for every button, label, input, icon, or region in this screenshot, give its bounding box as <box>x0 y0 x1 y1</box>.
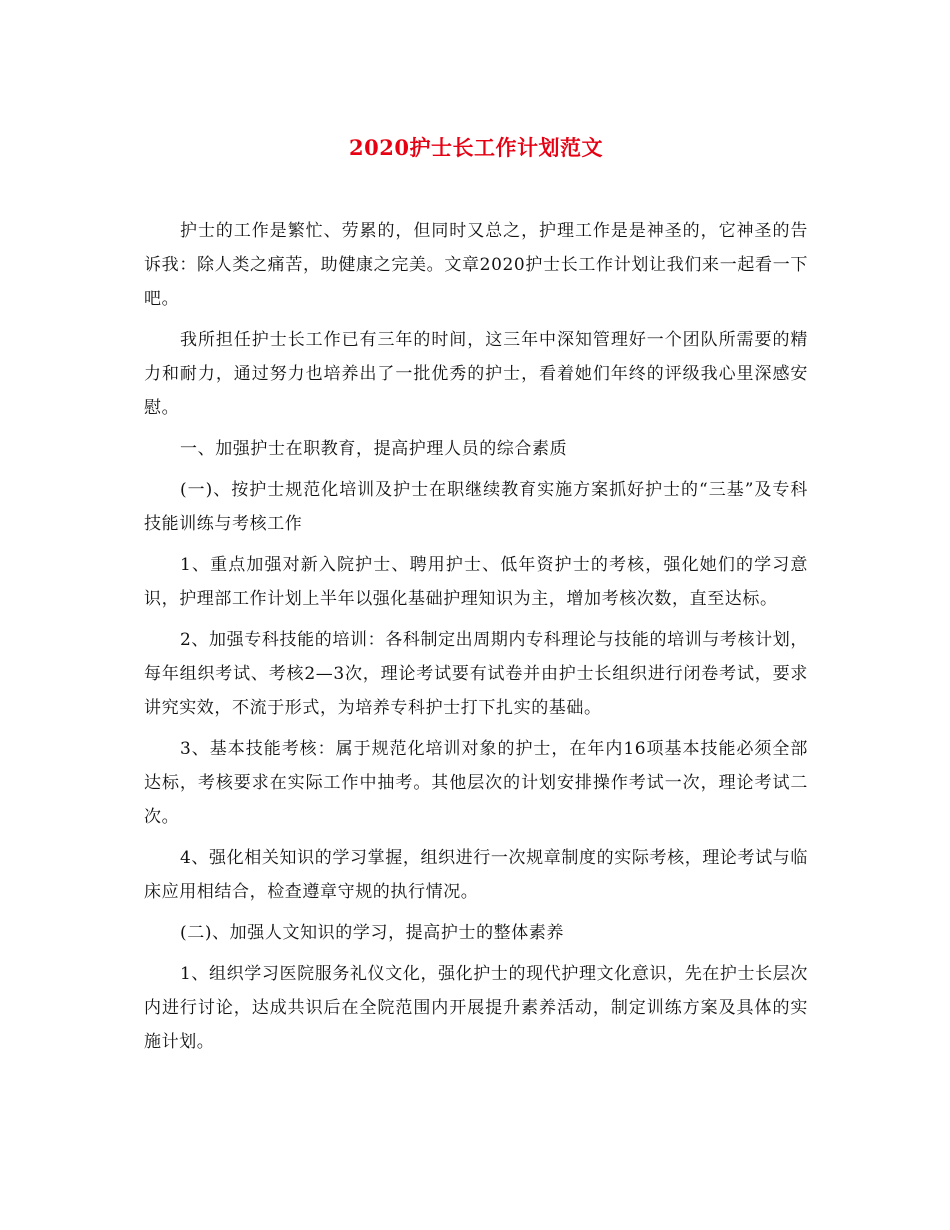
section-heading-1: 一、加强护士在职教育，提高护理人员的综合素质 <box>180 439 568 459</box>
list-item-5: 1、组织学习医院服务礼仪文化，强化护士的现代护理文化意识，先在护士长层次内进行讨论，达成共识后在全院范围内开展提升素养活动，制定训练方案及具体的实施计划。 <box>144 964 808 1052</box>
subsection-heading-1: (一)、按护士规范化培训及护士在职继续教育实施方案抓好护士的“三基”及专科技能训练与考核工作 <box>144 480 808 534</box>
paragraph-experience: 我所担任护士长工作已有三年的时间，这三年中深知管理好一个团队所需要的精力和耐力，通过努力也培养出了一批优秀的护士，看着她们年终的评级我心里深感安慰。 <box>144 330 808 418</box>
document-title: 2020护士长工作计划范文 <box>349 135 603 160</box>
paragraph-intro: 护士的工作是繁忙、劳累的，但同时又总之，护理工作是是神圣的，它神圣的告诉我：除人类之痛苦，助健康之完美。文章2020护士长工作计划让我们来一起看一下吧。 <box>144 221 808 309</box>
document-body <box>144 214 808 1059</box>
list-item-1: 1、重点加强对新入院护士、聘用护士、低年资护士的考核，强化她们的学习意识，护理部工作计划上半年以强化基础护理知识为主，增加考核次数，直至达标。 <box>144 555 808 609</box>
subsection-heading-2: (二)、加强人文知识的学习，提高护士的整体素养 <box>180 923 565 943</box>
list-item-2: 2、加强专科技能的培训：各科制定出周期内专科理论与技能的培训与考核计划，每年组织考试、考核2—3次，理论考试要有试卷并由护士长组织进行闭卷考试，要求讲究实效，不流于形式，为培养专科护士打下扎实的基础。 <box>144 630 808 718</box>
list-item-4: 4、强化相关知识的学习掌握，组织进行一次规章制度的实际考核，理论考试与临床应用相结合，检查遵章守规的执行情况。 <box>144 848 808 902</box>
list-item-3: 3、基本技能考核：属于规范化培训对象的护士，在年内16项基本技能必须全部达标，考核要求在实际工作中抽考。其他层次的计划安排操作考试一次，理论考试二次。 <box>144 739 808 827</box>
